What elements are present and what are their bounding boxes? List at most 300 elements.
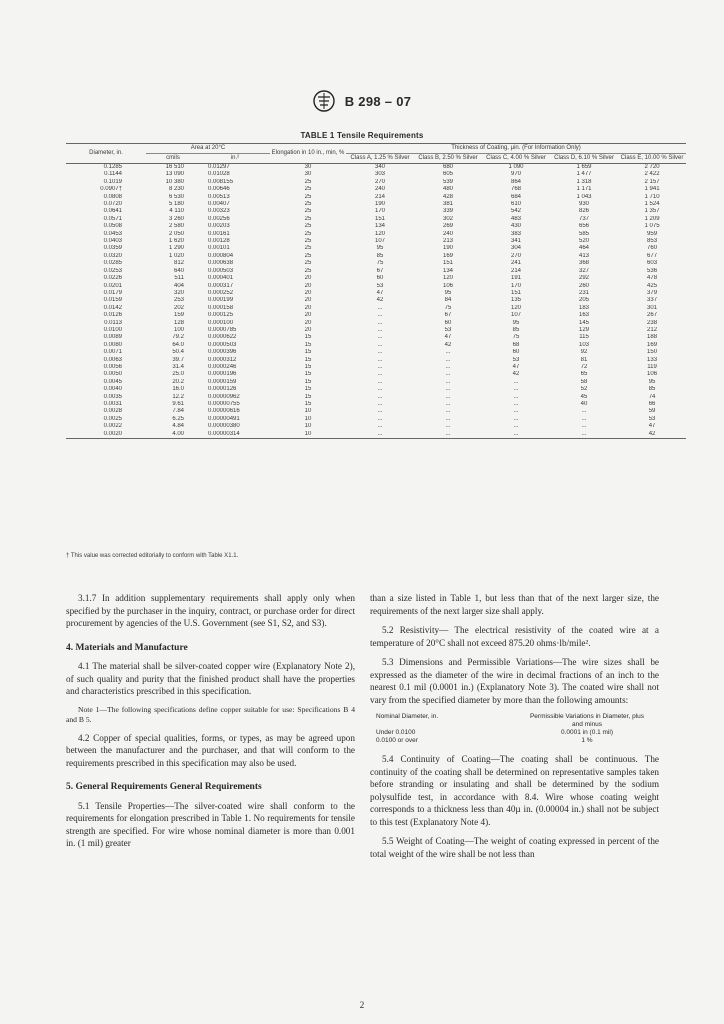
- cell-cmils: 100: [173, 326, 184, 333]
- cell-class-a: 107: [375, 238, 386, 245]
- cell-elongation: 20: [304, 289, 312, 296]
- cell-class-b: ...: [445, 430, 451, 437]
- cell-elongation: 25: [304, 193, 312, 200]
- cell-diameter: 0.0720: [103, 201, 122, 208]
- header-class-b: Class B, 2.50 % Silver: [418, 155, 478, 161]
- left-text-column: [66, 592, 355, 857]
- table-row: [66, 342, 686, 349]
- section-heading-4: 4. Materials and Manufacture: [66, 642, 188, 653]
- cell-in2: 0.000638: [208, 260, 234, 267]
- cell-class-e: 169: [647, 341, 658, 348]
- table-row: [66, 186, 686, 193]
- cell-class-a: ...: [377, 423, 383, 430]
- cell-class-c: ...: [513, 430, 519, 437]
- cell-cmils: 320: [173, 289, 184, 296]
- cell-in2: 0.00646: [208, 186, 230, 193]
- astm-logo-icon: [313, 90, 335, 112]
- diameter-tolerance-table: [376, 713, 646, 745]
- cell-class-e: 1 209: [644, 215, 660, 222]
- cell-class-c: ...: [513, 378, 519, 385]
- cell-class-d: 464: [579, 245, 590, 252]
- cell-class-e: 1 075: [644, 223, 660, 230]
- cell-class-c: 542: [511, 208, 522, 215]
- cell-diameter: 0.0253: [103, 267, 122, 274]
- cell-class-c: 483: [511, 215, 522, 222]
- cell-class-d: 292: [579, 275, 590, 282]
- table-row: [66, 194, 686, 201]
- cell-class-b: ...: [445, 408, 451, 415]
- cell-class-e: 238: [647, 319, 658, 326]
- cell-class-c: 241: [511, 260, 522, 267]
- cell-class-c: 430: [511, 223, 522, 230]
- header-class-a: Class A, 1.25 % Silver: [350, 155, 410, 161]
- cell-diameter: 0.0403: [103, 238, 122, 245]
- cell-class-a: ...: [377, 363, 383, 370]
- paragraph-5-1-continued: than a size listed in Table 1, but less than that of the next larger size, the requirements of the next larger size shall apply.: [370, 593, 659, 616]
- cell-in2: 0.0000503: [208, 341, 237, 348]
- cell-class-b: 190: [443, 245, 454, 252]
- cell-elongation: 25: [304, 267, 312, 274]
- cell-diameter: 0.0571: [103, 215, 122, 222]
- cell-class-d: 231: [579, 289, 590, 296]
- cell-diameter: 0.0031: [103, 401, 122, 407]
- table-row: [66, 334, 686, 341]
- cell-class-a: 85: [376, 252, 384, 259]
- cell-diameter: 0.0508: [103, 223, 122, 230]
- cell-class-a: 270: [375, 178, 386, 185]
- cell-elongation: 25: [304, 245, 312, 252]
- cell-class-b: ...: [445, 363, 451, 370]
- cell-class-b: 428: [443, 193, 454, 200]
- cell-class-d: ...: [581, 408, 587, 415]
- cell-class-d: 520: [579, 238, 590, 245]
- cell-diameter: 0.0142: [103, 304, 122, 311]
- cell-diameter: 0.0159: [103, 297, 122, 304]
- cell-class-e: 337: [647, 297, 658, 304]
- cell-cmils: 25.0: [172, 371, 184, 378]
- cell-class-e: 425: [647, 282, 658, 289]
- cell-cmils: 640: [173, 267, 184, 274]
- cell-class-a: 214: [375, 193, 386, 200]
- cell-class-d: 81: [580, 356, 588, 363]
- tolerance-row2-left: 0.0100 or over: [376, 737, 418, 744]
- cell-class-e: 2 422: [644, 171, 660, 178]
- header-thickness-group: Thickness of Coating, µin. (For Information Only): [346, 144, 686, 154]
- cell-class-b: ...: [445, 356, 451, 363]
- cell-class-c: 341: [511, 238, 522, 245]
- table-row: [66, 171, 686, 178]
- cell-cmils: 812: [173, 260, 184, 267]
- cell-class-d: 1 318: [576, 178, 592, 185]
- cell-class-e: 267: [647, 312, 658, 319]
- cell-in2: 0.0000785: [208, 326, 237, 333]
- cell-class-c: ...: [513, 423, 519, 430]
- cell-class-d: 1 043: [576, 193, 592, 200]
- cell-class-c: 60: [512, 349, 520, 356]
- paragraph-5-5: 5.5 Weight of Coating—The weight of coating expressed in percent of the total weight of the wire shall be not less than: [370, 836, 659, 859]
- header-elongation: Elongation in 10 in., min, %: [271, 150, 345, 156]
- cell-class-c: 1 090: [508, 164, 524, 170]
- cell-cmils: 3 260: [168, 215, 184, 222]
- cell-class-e: 133: [647, 356, 658, 363]
- table-row: [66, 201, 686, 208]
- tolerance-row2-right: 1 %: [581, 737, 593, 744]
- cell-class-c: 864: [511, 178, 522, 185]
- cell-class-c: 191: [511, 275, 522, 282]
- cell-elongation: 25: [304, 178, 312, 185]
- cell-elongation: 15: [304, 386, 312, 393]
- cell-class-e: 478: [647, 275, 658, 282]
- table-row: [66, 290, 686, 297]
- cell-diameter: 0.0179: [103, 289, 122, 296]
- cell-class-a: 47: [376, 289, 384, 296]
- table-row: [66, 327, 686, 334]
- cell-class-c: 120: [511, 304, 522, 311]
- cell-class-d: 129: [579, 326, 590, 333]
- cell-elongation: 20: [304, 282, 312, 289]
- cell-class-d: 145: [579, 319, 590, 326]
- cell-class-c: ...: [513, 393, 519, 400]
- cell-in2: 0.00256: [208, 215, 230, 222]
- cell-class-b: ...: [445, 371, 451, 378]
- cell-class-e: 47: [648, 423, 656, 430]
- cell-class-c: 53: [512, 356, 520, 363]
- cell-cmils: 511: [174, 275, 184, 282]
- cell-class-e: 59: [648, 408, 656, 415]
- cell-class-d: 260: [579, 282, 590, 289]
- cell-cmils: 64.0: [172, 341, 184, 348]
- cell-class-d: 930: [579, 201, 590, 208]
- cell-class-c: ...: [513, 401, 519, 407]
- paragraph-5-3: 5.3 Dimensions and Permissible Variations—The wire sizes shall be expressed as the diameter of the wire in decimal fractions of an inch to the nearest 0.1 mil (0.0001 in.) (Explanatory Note 3). The coated wire shall not vary from the specified diameter by more than the following amounts:: [370, 657, 659, 705]
- table-footnote: † This value was corrected editorially to conform with Table X1.1.: [66, 553, 239, 559]
- tolerance-row1-left: Under 0.0100: [376, 729, 416, 736]
- paragraph-4-2: 4.2 Copper of special qualities, forms, or types, as may be agreed upon between the manufacturer and the purchaser, and that will conform to the requirements prescribed in this specification may also be used.: [66, 732, 355, 768]
- cell-class-c: 151: [511, 289, 522, 296]
- cell-class-b: 84: [444, 297, 452, 304]
- cell-elongation: 20: [304, 312, 312, 319]
- cell-class-d: 205: [579, 297, 590, 304]
- cell-elongation: 15: [304, 363, 312, 370]
- cell-in2: 0.00203: [208, 223, 230, 230]
- cell-class-c: 768: [511, 186, 522, 193]
- cell-elongation: 10: [304, 408, 312, 415]
- cell-class-b: ...: [445, 393, 451, 400]
- cell-in2: 0.0000396: [208, 349, 237, 356]
- cell-class-e: 379: [647, 289, 658, 296]
- cell-class-b: 95: [444, 289, 452, 296]
- cell-class-d: 52: [580, 386, 588, 393]
- cell-class-e: 536: [647, 267, 658, 274]
- cell-class-a: ...: [377, 334, 383, 341]
- cell-class-d: 737: [579, 215, 590, 222]
- cell-class-a: 134: [375, 223, 386, 230]
- cell-class-a: ...: [377, 401, 383, 407]
- cell-in2: 0.008155: [208, 178, 234, 185]
- cell-class-a: 151: [375, 215, 386, 222]
- cell-cmils: 20.2: [172, 378, 184, 385]
- cell-class-d: 183: [579, 304, 590, 311]
- cell-class-e: 85: [648, 386, 656, 393]
- cell-class-c: 42: [512, 371, 520, 378]
- note-1: Note 1—The following specifications define copper suitable for use: Specifications B 4 and B 5.: [66, 704, 355, 724]
- cell-class-e: 2 720: [644, 164, 660, 170]
- cell-cmils: 6.25: [172, 415, 184, 422]
- cell-cmils: 1 290: [168, 245, 184, 252]
- cell-class-b: 53: [444, 326, 452, 333]
- cell-in2: 0.000100: [208, 319, 234, 326]
- table-row: [66, 312, 686, 319]
- cell-class-e: 53: [648, 415, 656, 422]
- cell-class-c: 684: [511, 193, 522, 200]
- cell-class-e: 106: [647, 371, 658, 378]
- cell-class-d: ...: [581, 430, 587, 437]
- cell-diameter: 0.0285: [103, 260, 122, 267]
- cell-diameter: 0.0226: [103, 275, 122, 282]
- cell-in2: 0.00000755: [208, 401, 240, 407]
- cell-diameter: 0.0808: [103, 193, 122, 200]
- cell-cmils: 1 620: [168, 238, 184, 245]
- cell-class-d: ...: [581, 423, 587, 430]
- cell-diameter: 0.0035: [103, 393, 122, 400]
- cell-class-a: 75: [376, 260, 384, 267]
- table-row: [66, 216, 686, 223]
- cell-class-a: ...: [377, 386, 383, 393]
- cell-class-c: 610: [511, 201, 522, 208]
- table-row: [66, 349, 686, 356]
- cell-class-a: ...: [377, 371, 383, 378]
- cell-class-a: 303: [375, 171, 386, 178]
- cell-class-d: 40: [580, 401, 588, 407]
- cell-cmils: 79.2: [172, 334, 184, 341]
- cell-in2: 0.0000196: [208, 371, 237, 378]
- cell-class-d: 58: [580, 378, 588, 385]
- cell-class-b: 151: [443, 260, 454, 267]
- cell-cmils: 31.4: [172, 363, 184, 370]
- cell-in2: 0.00000380: [208, 423, 240, 430]
- table-row: [66, 223, 686, 230]
- section-heading-5: 5. General Requirements General Requirements: [66, 782, 262, 792]
- cell-diameter: 0.0025: [103, 415, 122, 422]
- table-row: [66, 253, 686, 260]
- cell-class-b: 480: [443, 186, 454, 193]
- cell-class-b: 269: [443, 223, 454, 230]
- cell-in2: 0.0000246: [208, 363, 237, 370]
- cell-cmils: 9.61: [172, 401, 184, 407]
- cell-class-d: 115: [579, 334, 589, 341]
- cell-elongation: 25: [304, 186, 312, 193]
- cell-cmils: 159: [173, 312, 184, 319]
- cell-class-c: 85: [512, 326, 520, 333]
- cell-diameter: 0.0453: [103, 230, 122, 237]
- cell-class-a: ...: [377, 312, 383, 319]
- cell-in2: 0.01297: [208, 164, 230, 170]
- cell-class-a: ...: [377, 415, 383, 422]
- cell-class-a: ...: [377, 326, 383, 333]
- cell-cmils: 4.84: [172, 423, 184, 430]
- cell-class-a: ...: [377, 430, 383, 437]
- cell-diameter: 0.1144: [104, 171, 122, 178]
- table-row: [66, 164, 686, 172]
- cell-class-b: ...: [445, 423, 451, 430]
- cell-cmils: 16 510: [165, 164, 184, 170]
- cell-class-e: 1 524: [644, 201, 660, 208]
- cell-diameter: 0.0045: [103, 378, 122, 385]
- cell-class-a: ...: [377, 349, 383, 356]
- cell-in2: 0.000125: [208, 312, 234, 319]
- cell-elongation: 25: [304, 230, 312, 237]
- cell-class-a: 60: [376, 275, 384, 282]
- cell-class-b: 381: [443, 201, 454, 208]
- table-row: [66, 379, 686, 386]
- cell-in2: 0.000804: [208, 252, 234, 259]
- tolerance-header-right: Permissible Variations in Diameter, plus and minus: [529, 713, 645, 728]
- cell-elongation: 25: [304, 208, 312, 215]
- page-number: 2: [359, 1000, 365, 1010]
- cell-elongation: 25: [304, 201, 312, 208]
- cell-in2: 0.00407: [208, 201, 230, 208]
- cell-class-a: ...: [377, 393, 383, 400]
- table-row: [66, 386, 686, 393]
- cell-in2: 0.0000126: [208, 386, 237, 393]
- cell-class-b: 680: [443, 164, 454, 170]
- cell-class-c: 75: [512, 334, 520, 341]
- header-class-e: Class E, 10.00 % Silver: [620, 155, 684, 161]
- cell-elongation: 20: [304, 275, 312, 282]
- cell-cmils: 5 180: [168, 201, 184, 208]
- table-row: [66, 320, 686, 327]
- cell-in2: 0.00000491: [208, 415, 240, 422]
- cell-class-e: 188: [647, 334, 658, 341]
- cell-in2: 0.000401: [208, 275, 234, 282]
- cell-class-b: 605: [443, 171, 454, 178]
- cell-class-b: ...: [445, 415, 451, 422]
- header-area-group: Area at 20°C: [146, 144, 270, 154]
- cell-class-c: ...: [513, 415, 519, 422]
- cell-class-b: 67: [444, 312, 452, 319]
- cell-cmils: 12.2: [172, 393, 184, 400]
- cell-elongation: 20: [304, 304, 312, 311]
- cell-in2: 0.000252: [208, 289, 234, 296]
- cell-in2: 0.00000962: [208, 393, 240, 400]
- cell-cmils: 13 090: [165, 171, 184, 178]
- table-row: [66, 431, 686, 439]
- cell-class-b: 240: [443, 230, 454, 237]
- cell-elongation: 15: [304, 341, 312, 348]
- cell-in2: 0.0000622: [208, 334, 237, 341]
- cell-class-a: 95: [376, 245, 384, 252]
- cell-class-a: ...: [377, 378, 383, 385]
- table-row: [66, 371, 686, 378]
- cell-class-a: 340: [375, 164, 386, 170]
- header-area-in2: in.²: [230, 155, 240, 161]
- cell-diameter: 0.0907†: [100, 186, 122, 193]
- cell-class-d: 163: [579, 312, 590, 319]
- tensile-requirements-table: [66, 143, 686, 439]
- cell-cmils: 10 380: [165, 178, 184, 185]
- header-diameter: Diameter, in.: [89, 150, 123, 156]
- tolerance-header-row: [376, 713, 646, 729]
- cell-elongation: 25: [304, 260, 312, 267]
- cell-diameter: 0.0050: [103, 371, 122, 378]
- cell-class-a: 190: [375, 201, 386, 208]
- table-row: [66, 268, 686, 275]
- cell-diameter: 0.0020: [103, 430, 122, 437]
- cell-class-b: 339: [443, 208, 454, 215]
- table-row: [66, 364, 686, 371]
- cell-class-b: 106: [443, 282, 454, 289]
- table-row: [66, 394, 686, 401]
- cell-elongation: 15: [304, 334, 312, 341]
- cell-class-d: 92: [580, 349, 588, 356]
- cell-class-a: 67: [376, 267, 384, 274]
- cell-class-b: ...: [445, 386, 451, 393]
- cell-elongation: 15: [304, 356, 312, 363]
- table-row: [66, 408, 686, 415]
- cell-class-e: 212: [647, 326, 658, 333]
- cell-class-b: 120: [443, 275, 454, 282]
- paragraph-5-4: 5.4 Continuity of Coating—The coating shall be continuous. The continuity of the coating shall be determined on representative samples taken before stranding or insulating and shall be determined by the sodium polysulfide test, in accordance with 8.4. Wire whose coating weight corresponds to a thickness less than 40µ in. (0.00004 in.) shall not be subject to this test (Explanatory Note 4).: [370, 754, 659, 827]
- cell-class-a: 53: [376, 282, 384, 289]
- cell-class-c: 214: [511, 267, 522, 274]
- cell-cmils: 253: [173, 297, 184, 304]
- cell-class-d: 826: [579, 208, 590, 215]
- cell-class-e: 1 941: [644, 186, 660, 193]
- cell-diameter: 0.1019: [103, 178, 122, 185]
- tolerance-row: [376, 737, 646, 745]
- cell-class-c: 95: [512, 319, 520, 326]
- cell-class-b: 134: [443, 267, 454, 274]
- cell-elongation: 15: [304, 393, 312, 400]
- cell-class-c: ...: [513, 386, 519, 393]
- cell-class-d: 1 659: [576, 164, 592, 170]
- cell-diameter: 0.0113: [104, 319, 122, 326]
- standard-designation: B 298 – 07: [344, 93, 412, 109]
- table-row: [66, 275, 686, 282]
- cell-diameter: 0.0063: [103, 356, 122, 363]
- cell-elongation: 10: [304, 423, 312, 430]
- cell-diameter: 0.0022: [103, 423, 122, 430]
- cell-diameter: 0.0359: [103, 245, 122, 252]
- cell-class-e: 603: [647, 260, 658, 267]
- cell-class-c: ...: [513, 408, 519, 415]
- table-row: [66, 357, 686, 364]
- cell-class-b: 539: [443, 178, 454, 185]
- cell-class-c: 170: [511, 282, 522, 289]
- cell-class-c: 383: [511, 230, 522, 237]
- cell-class-d: 368: [579, 260, 590, 267]
- cell-class-b: 302: [443, 215, 454, 222]
- cell-elongation: 30: [304, 171, 312, 178]
- cell-cmils: 128: [173, 319, 184, 326]
- cell-cmils: 202: [173, 304, 184, 311]
- table-row: [66, 401, 686, 408]
- cell-class-b: 75: [444, 304, 452, 311]
- cell-diameter: 0.0080: [103, 341, 122, 348]
- table-row: [66, 245, 686, 252]
- cell-class-e: 1 357: [644, 208, 660, 215]
- paragraph-3-1-7: 3.1.7 In addition supplementary requirements shall apply only when specified by the purchaser in the inquiry, contract, or purchase order for direct procurement by agencies of the U.S. Government (see S1, S2, and S3).: [66, 593, 355, 628]
- cell-diameter: 0.0089: [103, 334, 122, 341]
- cell-elongation: 30: [304, 164, 312, 170]
- cell-class-c: 47: [512, 363, 520, 370]
- tolerance-row1-right: 0.0001 in (0.1 mil): [560, 729, 614, 736]
- cell-elongation: 25: [304, 252, 312, 259]
- header-class-d: Class D, 6.10 % Silver: [554, 155, 614, 161]
- cell-diameter: 0.0028: [103, 408, 122, 415]
- table-row: [66, 297, 686, 304]
- cell-class-a: ...: [377, 341, 383, 348]
